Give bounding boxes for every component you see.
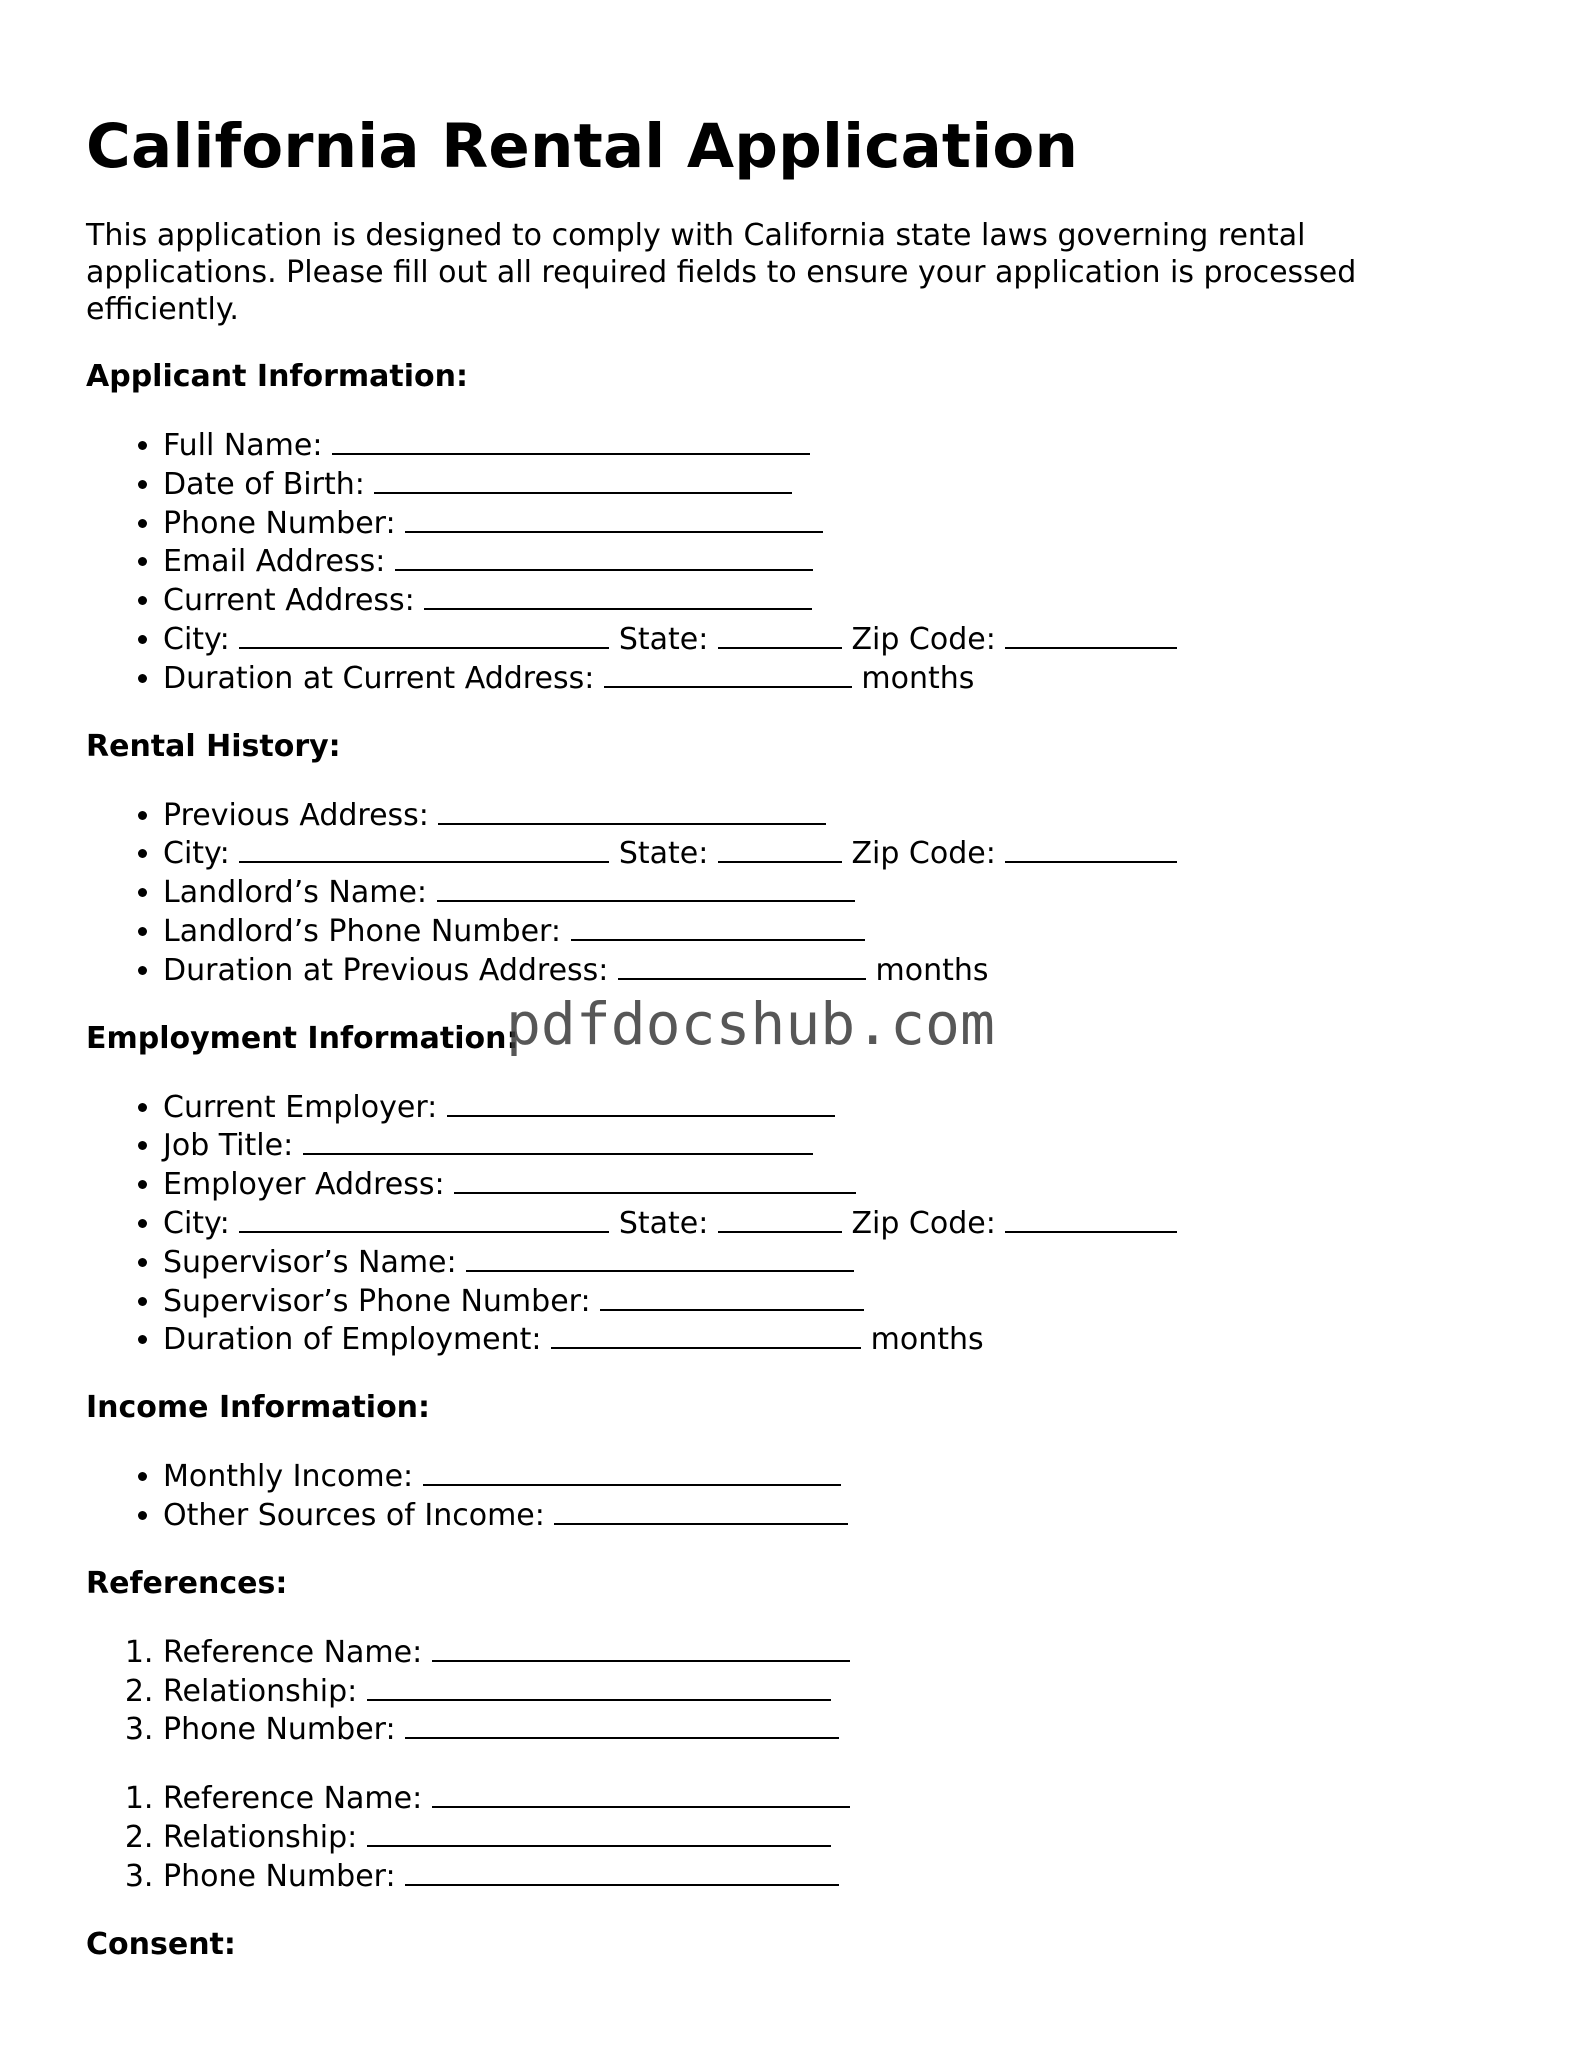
list-item	[163, 1496, 1526, 1535]
employment-heading: Employment Information:	[86, 1020, 519, 1056]
list-item	[163, 951, 1526, 990]
watermark: pdfdocshub.com	[506, 990, 995, 1058]
reference-phone-field[interactable]	[405, 1710, 839, 1739]
dob-label: Date of Birth:	[163, 466, 365, 502]
applicant-heading: Applicant Information:	[86, 359, 468, 394]
reference-name-field[interactable]	[432, 1633, 850, 1662]
city-field[interactable]	[239, 1204, 609, 1233]
full-name-label: Full Name:	[163, 428, 323, 463]
email-label: Email Address:	[163, 544, 386, 580]
full-name-field[interactable]	[332, 426, 810, 455]
list-item	[163, 465, 1526, 504]
list-item	[163, 1779, 1526, 1818]
employer-address-label: Employer Address:	[163, 1167, 445, 1203]
state-field[interactable]	[718, 1204, 842, 1233]
list-item	[163, 581, 1526, 620]
duration-field[interactable]	[604, 659, 852, 688]
prev-address-label: Previous Address:	[163, 797, 429, 833]
job-title-label: Job Title:	[163, 1128, 294, 1164]
months-label: months	[875, 952, 989, 988]
state-field[interactable]	[718, 834, 842, 863]
consent-heading: Consent:	[86, 1926, 236, 1962]
state-field[interactable]	[718, 620, 842, 649]
relationship-label: Relationship:	[163, 1673, 358, 1709]
prev-address-field[interactable]	[438, 796, 826, 825]
employment-list	[86, 1088, 1526, 1360]
duration-label: Duration at Current Address:	[163, 660, 595, 696]
landlord-name-label: Landlord’s Name:	[163, 875, 428, 911]
state-label: State:	[618, 836, 709, 872]
list-item	[163, 1672, 1526, 1711]
other-income-field[interactable]	[554, 1496, 848, 1525]
monthly-income-label: Monthly Income:	[163, 1459, 414, 1495]
list-item	[163, 1165, 1526, 1204]
list-item	[163, 1320, 1526, 1359]
reference-phone-label: Phone Number:	[163, 1858, 396, 1894]
reference-list-1	[86, 1633, 1526, 1749]
duration-label: Duration of Employment:	[163, 1322, 542, 1358]
phone-label: Phone Number:	[163, 505, 396, 541]
dob-field[interactable]	[374, 465, 792, 494]
state-label: State:	[618, 621, 709, 657]
income-list	[86, 1457, 1526, 1535]
references-heading: References:	[86, 1565, 288, 1601]
zip-field[interactable]	[1005, 1204, 1177, 1233]
months-label: months	[870, 1322, 984, 1358]
relationship-field[interactable]	[367, 1818, 831, 1847]
supervisor-phone-field[interactable]	[600, 1282, 864, 1311]
employer-field[interactable]	[447, 1088, 835, 1117]
employer-address-field[interactable]	[454, 1165, 856, 1194]
list-item	[163, 659, 1526, 698]
city-field[interactable]	[239, 834, 609, 863]
landlord-phone-field[interactable]	[571, 912, 865, 941]
intro-paragraph: This application is designed to comply with California state laws governing rental applications. Please fill out all required fields to ensure your application is processed efficiently.	[86, 218, 1357, 327]
zip-field[interactable]	[1005, 834, 1177, 863]
zip-label: Zip Code:	[851, 1205, 996, 1241]
rental-list	[86, 796, 1526, 990]
zip-label: Zip Code:	[851, 836, 996, 872]
city-label: City:	[163, 836, 230, 872]
list-item	[163, 1633, 1526, 1672]
zip-label: Zip Code:	[851, 621, 996, 657]
landlord-name-field[interactable]	[437, 873, 855, 902]
email-field[interactable]	[395, 542, 813, 571]
job-title-field[interactable]	[303, 1126, 813, 1155]
phone-field[interactable]	[405, 504, 823, 533]
relationship-field[interactable]	[367, 1672, 831, 1701]
city-label: City:	[163, 621, 230, 657]
list-item	[163, 1818, 1526, 1857]
applicant-list	[86, 426, 1526, 698]
monthly-income-field[interactable]	[423, 1457, 841, 1486]
months-label: months	[861, 660, 975, 696]
list-item	[163, 873, 1526, 912]
list-item	[163, 426, 1526, 465]
supervisor-name-field[interactable]	[466, 1243, 854, 1272]
income-heading: Income Information:	[86, 1390, 431, 1426]
duration-field[interactable]	[551, 1320, 861, 1349]
document-page	[86, 105, 1526, 1963]
list-item	[163, 1243, 1526, 1282]
reference-name-label: Reference Name:	[163, 1634, 423, 1670]
duration-field[interactable]	[618, 951, 866, 980]
zip-field[interactable]	[1005, 620, 1177, 649]
reference-phone-field[interactable]	[405, 1857, 839, 1886]
reference-phone-label: Phone Number:	[163, 1712, 396, 1748]
current-address-field[interactable]	[424, 581, 812, 610]
relationship-label: Relationship:	[163, 1819, 358, 1855]
reference-list-2	[86, 1779, 1526, 1895]
list-item	[163, 1710, 1526, 1749]
list-item	[163, 796, 1526, 835]
reference-name-field[interactable]	[432, 1779, 850, 1808]
current-address-label: Current Address:	[163, 583, 415, 619]
list-item	[163, 542, 1526, 581]
landlord-phone-label: Landlord’s Phone Number:	[163, 913, 561, 949]
other-income-label: Other Sources of Income:	[163, 1497, 545, 1533]
list-item	[163, 834, 1526, 873]
state-label: State:	[618, 1205, 709, 1241]
supervisor-phone-label: Supervisor’s Phone Number:	[163, 1283, 591, 1319]
reference-name-label: Reference Name:	[163, 1781, 423, 1817]
page-title: California Rental Application	[86, 111, 1079, 182]
rental-heading: Rental History:	[86, 728, 341, 764]
list-item	[163, 1088, 1526, 1127]
list-item	[163, 1457, 1526, 1496]
list-item	[163, 1282, 1526, 1321]
list-item	[163, 912, 1526, 951]
list-item	[163, 1857, 1526, 1896]
list-item	[163, 1126, 1526, 1165]
city-field[interactable]	[239, 620, 609, 649]
list-item	[163, 620, 1526, 659]
list-item	[163, 1204, 1526, 1243]
supervisor-name-label: Supervisor’s Name:	[163, 1244, 457, 1280]
city-label: City:	[163, 1205, 230, 1241]
list-item	[163, 504, 1526, 543]
employer-label: Current Employer:	[163, 1089, 438, 1125]
duration-label: Duration at Previous Address:	[163, 952, 609, 988]
